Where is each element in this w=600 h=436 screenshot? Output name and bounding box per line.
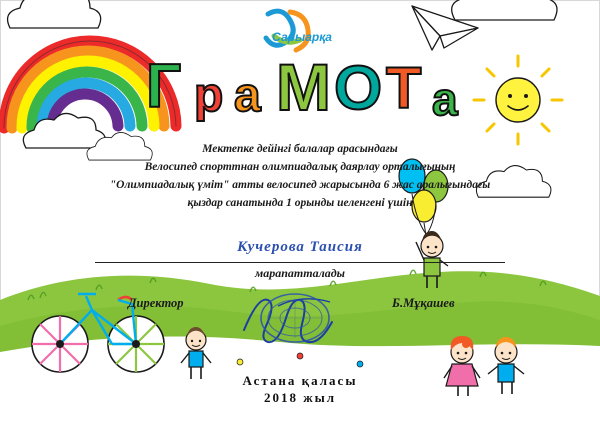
certificate-title [146, 50, 476, 126]
title-letter-1: Г [146, 52, 182, 121]
body-line-2: Велосипед спорттнан олимпиадалық даярлау орталығының [144, 161, 456, 173]
title-letter-6: Т [386, 56, 422, 121]
recipient-name-field [95, 238, 505, 256]
footer-year: 2018 жыл [263, 390, 337, 405]
title-letter-5: О [334, 54, 383, 123]
body-line-3: "Олимпиадалық үміт" атты велосипед жарысында 6 жас аралығындағы [109, 179, 491, 191]
body-line-4: қыздар санатында 1 орынды иеленгені үшін [187, 197, 413, 209]
signatory-title: Директор [128, 296, 184, 310]
certificate-footer [0, 372, 600, 406]
recipient-name: Кучерова Таисия [237, 239, 363, 255]
title-letter-3: а [234, 69, 261, 122]
title-letter-4: М [276, 50, 331, 124]
footer-city: Астана қаласы [242, 373, 358, 388]
body-line-1: Мектепке дейінгі балалар арасындағы [202, 143, 398, 155]
certificate-body [60, 140, 540, 212]
certificate-title-letters [146, 50, 476, 126]
award-verb: марапатталады [255, 266, 345, 280]
title-letter-7: а [432, 73, 458, 125]
official-stamp-icon [258, 292, 332, 344]
recipient-name-rule [95, 262, 505, 263]
signatory-name: Б.Мұқашев [392, 296, 455, 310]
title-letter-2: р [194, 69, 224, 122]
logo-text: Сарыарқа [272, 30, 332, 44]
